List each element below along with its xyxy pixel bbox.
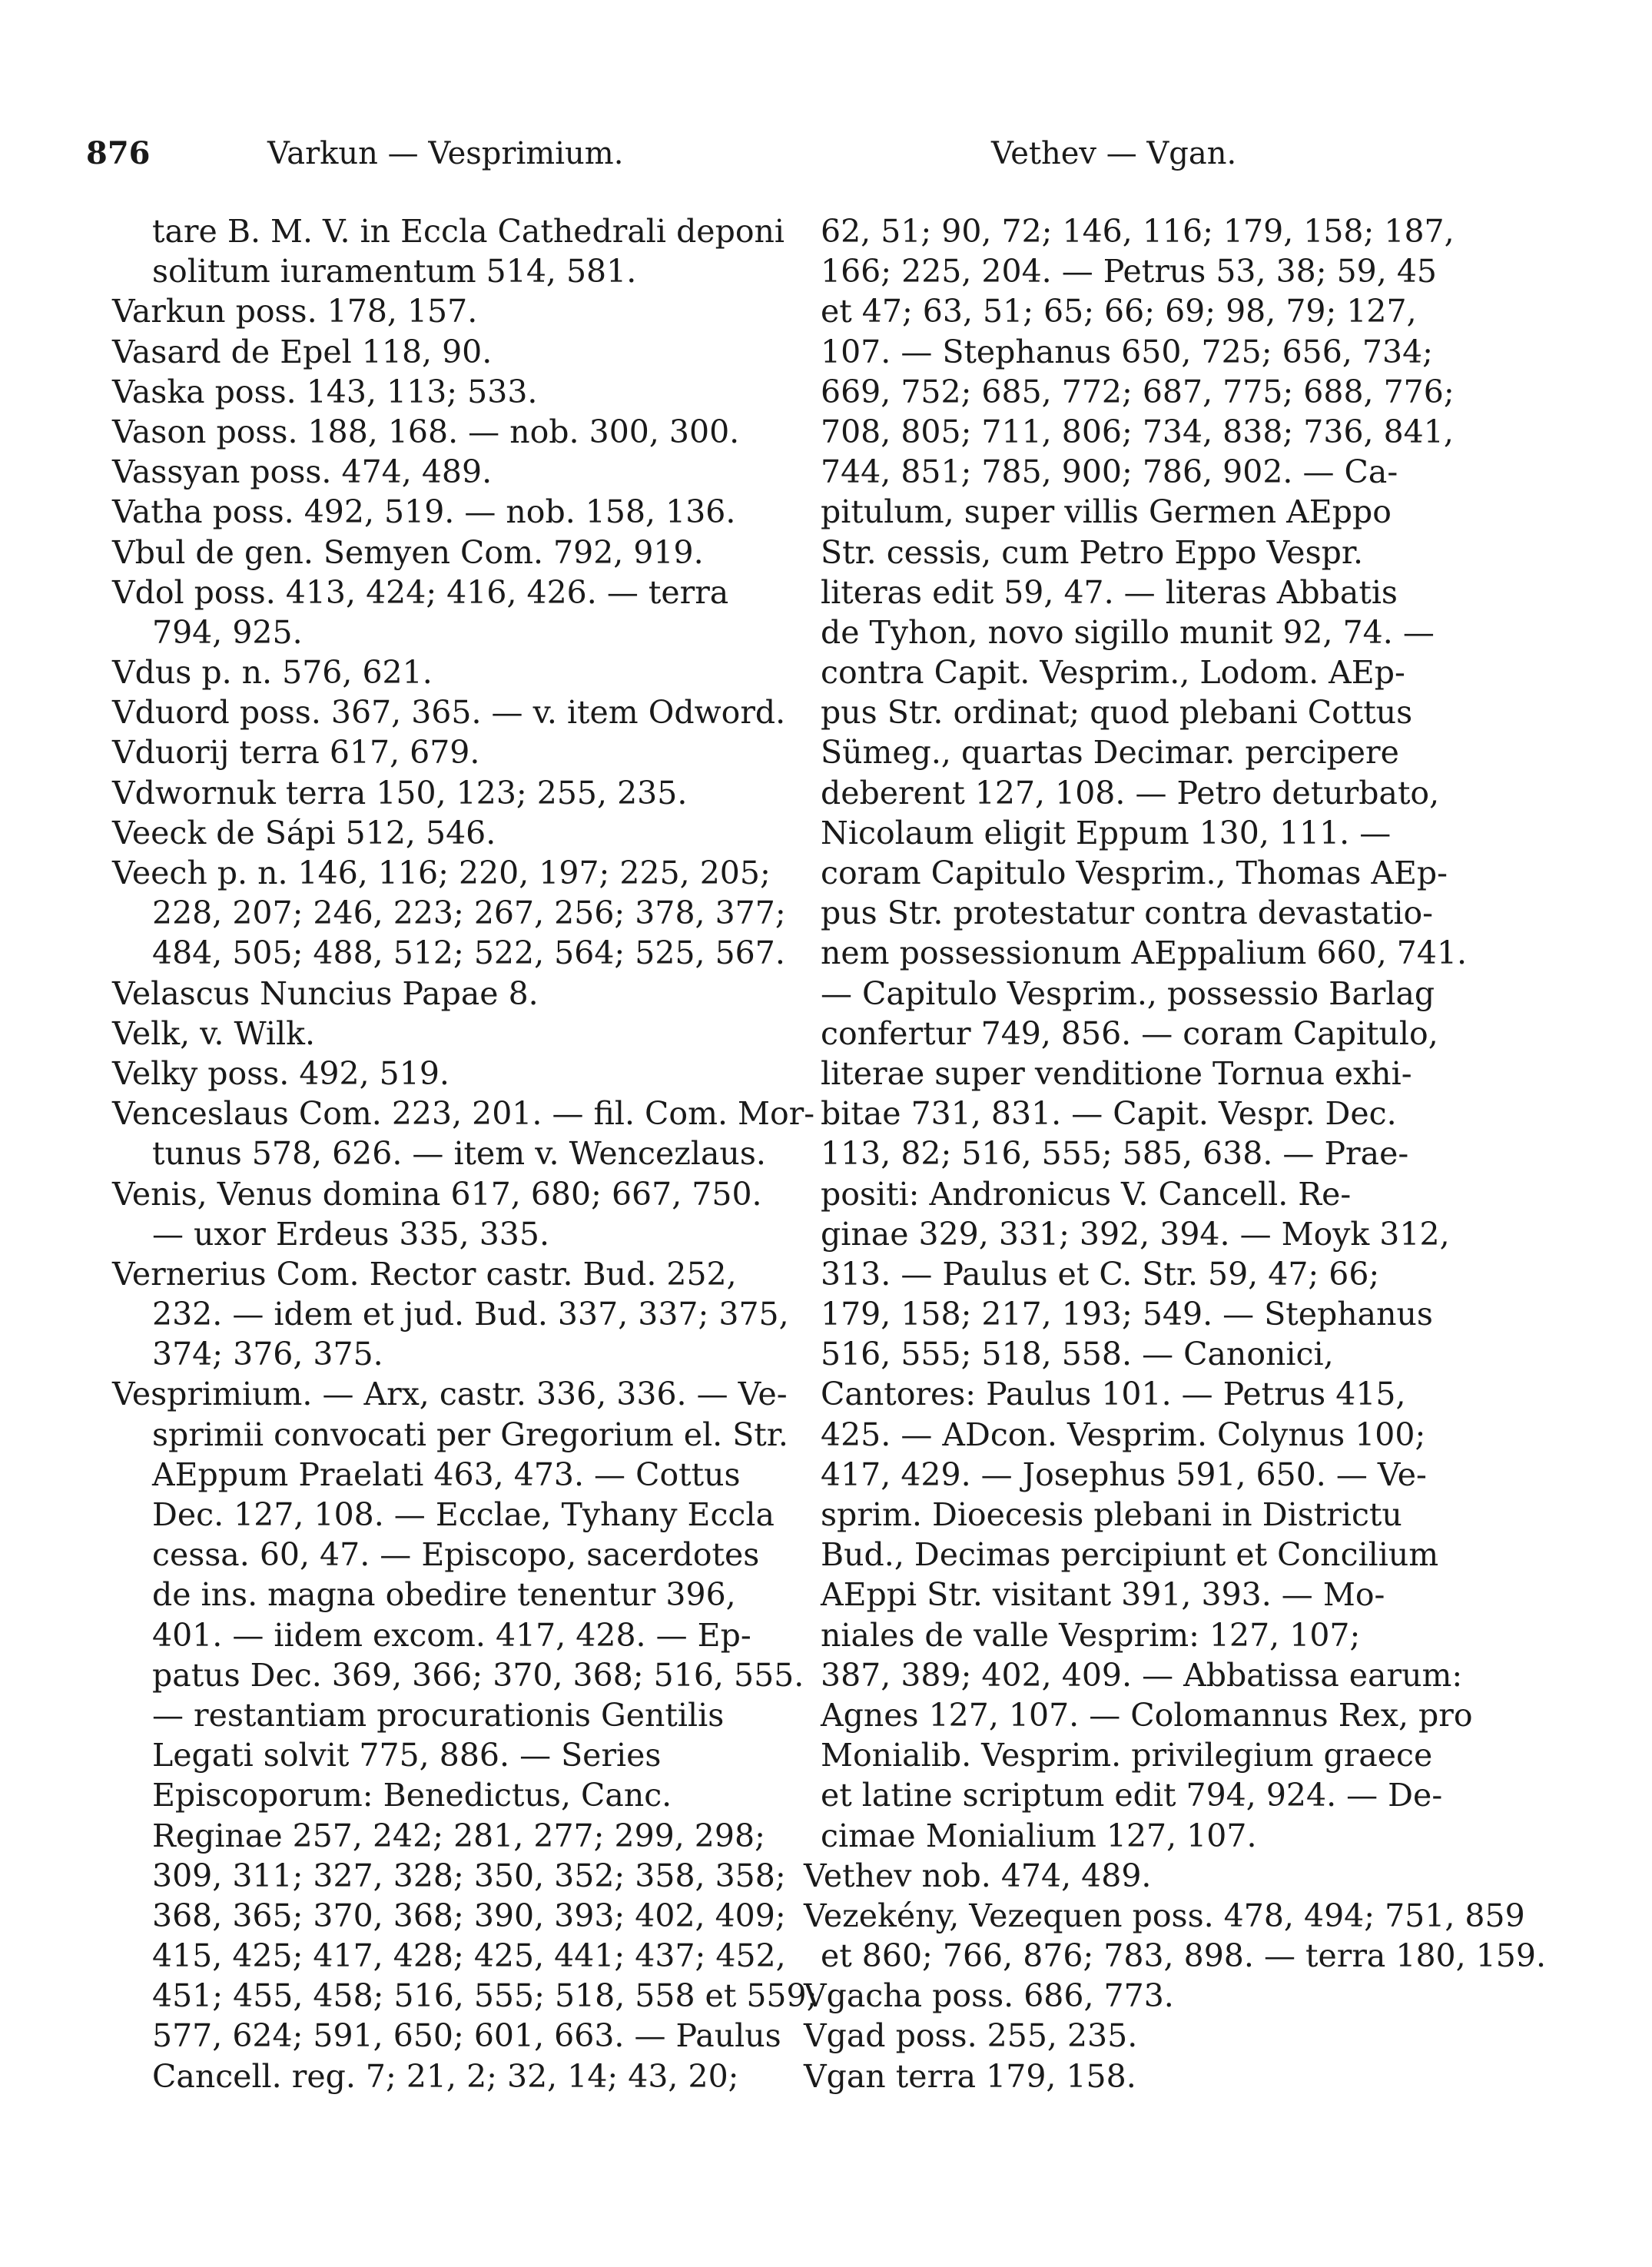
index-line: Vernerius Com. Rector castr. Bud. 252, bbox=[112, 1255, 737, 1293]
index-line: 313. — Paulus et C. Str. 59, 47; 66; bbox=[821, 1255, 1380, 1293]
index-line: coram Capitulo Vesprim., Thomas AEp- bbox=[821, 855, 1448, 891]
index-line: 708, 805; 711, 806; 734, 838; 736, 841, bbox=[821, 413, 1454, 450]
index-line: Cancell. reg. 7; 21, 2; 32, 14; 43, 20; bbox=[152, 2057, 739, 2095]
index-line: Vezekény, Vezequen poss. 478, 494; 751, 859 bbox=[804, 1897, 1525, 1934]
index-line: literae super venditione Tornua exhi- bbox=[821, 1054, 1412, 1092]
index-line: Velky poss. 492, 519. bbox=[112, 1054, 449, 1092]
page-number: 876 bbox=[86, 135, 151, 171]
index-line: Reginae 257, 242; 281, 277; 299, 298; bbox=[152, 1817, 765, 1854]
index-line: tare B. M. V. in Eccla Cathedrali deponi bbox=[152, 213, 785, 250]
index-line: Vesprimium. — Arx, castr. 336, 336. — Ve- bbox=[112, 1376, 788, 1413]
index-line: Vdwornuk terra 150, 123; 255, 235. bbox=[112, 774, 688, 812]
index-line: patus Dec. 369, 366; 370, 368; 516, 555. bbox=[152, 1656, 804, 1694]
index-line: Vgacha poss. 686, 773. bbox=[804, 1977, 1174, 2015]
index-line: Nicolaum eligit Eppum 130, 111. — bbox=[821, 814, 1392, 851]
index-line: nem possessionum AEppalium 660, 741. bbox=[821, 934, 1468, 972]
index-line: Vbul de gen. Semyen Com. 792, 919. bbox=[112, 533, 704, 571]
index-line: Vduord poss. 367, 365. — v. item Odword. bbox=[112, 694, 786, 732]
index-line: 516, 555; 518, 558. — Canonici, bbox=[821, 1336, 1334, 1373]
index-line: 744, 851; 785, 900; 786, 902. — Ca- bbox=[821, 453, 1398, 491]
index-line: AEppum Praelati 463, 473. — Cottus bbox=[152, 1455, 741, 1493]
index-line: pus Str. protestatur contra devastatio- bbox=[821, 895, 1433, 932]
index-line: confertur 749, 856. — coram Capitulo, bbox=[821, 1014, 1438, 1052]
index-line: literas edit 59, 47. — literas Abbatis bbox=[821, 573, 1398, 611]
index-line: 669, 752; 685, 772; 687, 775; 688, 776; bbox=[821, 373, 1455, 410]
index-line: 62, 51; 90, 72; 146, 116; 179, 158; 187, bbox=[821, 213, 1455, 250]
index-line: contra Capit. Vesprim., Lodom. AEp- bbox=[821, 654, 1405, 692]
index-line: 374; 376, 375. bbox=[152, 1336, 383, 1373]
index-line: Vgan terra 179, 158. bbox=[804, 2057, 1136, 2095]
index-line: Legati solvit 775, 886. — Series bbox=[152, 1737, 662, 1774]
index-line: pus Str. ordinat; quod plebani Cottus bbox=[821, 694, 1413, 732]
index-line: cessa. 60, 47. — Episcopo, sacerdotes bbox=[152, 1536, 760, 1574]
index-line: 107. — Stephanus 650, 725; 656, 734; bbox=[821, 333, 1433, 370]
left-running-title: Varkun — Vesprimium. bbox=[267, 136, 624, 171]
index-line: cimae Monialium 127, 107. bbox=[821, 1817, 1257, 1854]
index-line: 484, 505; 488, 512; 522, 564; 525, 567. bbox=[152, 934, 785, 972]
index-line: Bud., Decimas percipiunt et Concilium bbox=[821, 1536, 1439, 1574]
index-line: Velk, v. Wilk. bbox=[112, 1014, 316, 1052]
index-line: Varkun poss. 178, 157. bbox=[112, 293, 478, 330]
index-line: Vduorij terra 617, 679. bbox=[112, 734, 480, 772]
index-line: Vason poss. 188, 168. — nob. 300, 300. bbox=[112, 413, 740, 450]
index-line: 417, 429. — Josephus 591, 650. — Ve- bbox=[821, 1455, 1427, 1493]
index-line: 425. — ADcon. Vesprim. Colynus 100; bbox=[821, 1416, 1426, 1453]
index-line: 387, 389; 402, 409. — Abbatissa earum: bbox=[821, 1656, 1463, 1694]
index-line: Veech p. n. 146, 116; 220, 197; 225, 205; bbox=[112, 855, 771, 891]
index-line: positi: Andronicus V. Cancell. Re- bbox=[821, 1175, 1352, 1213]
index-line: Vdus p. n. 576, 621. bbox=[112, 654, 433, 692]
index-line: et 47; 63, 51; 65; 66; 69; 98, 79; 127, bbox=[821, 293, 1417, 330]
index-line: Vaska poss. 143, 113; 533. bbox=[112, 373, 538, 410]
index-line: Vatha poss. 492, 519. — nob. 158, 136. bbox=[112, 493, 736, 531]
index-line: 113, 82; 516, 555; 585, 638. — Prae- bbox=[821, 1135, 1409, 1173]
page-header bbox=[0, 131, 1652, 177]
index-line: 232. — idem et jud. Bud. 337, 337; 375, bbox=[152, 1296, 789, 1333]
index-line: 179, 158; 217, 193; 549. — Stephanus bbox=[821, 1296, 1433, 1333]
index-line: 794, 925. bbox=[152, 613, 303, 651]
index-line: Venceslaus Com. 223, 201. — fil. Com. Mor- bbox=[112, 1095, 815, 1133]
index-line: de Tyhon, novo sigillo munit 92, 74. — bbox=[821, 613, 1435, 651]
index-line: Vassyan poss. 474, 489. bbox=[112, 453, 493, 491]
right-running-title: Vethev — Vgan. bbox=[991, 136, 1237, 171]
index-line: Venis, Venus domina 617, 680; 667, 750. bbox=[112, 1175, 762, 1213]
index-line: solitum iuramentum 514, 581. bbox=[152, 253, 637, 290]
index-line: 166; 225, 204. — Petrus 53, 38; 59, 45 bbox=[821, 253, 1438, 290]
index-line: Episcoporum: Benedictus, Canc. bbox=[152, 1777, 672, 1814]
index-line: Sümeg., quartas Decimar. percipere bbox=[821, 734, 1399, 772]
index-line: — uxor Erdeus 335, 335. bbox=[152, 1215, 550, 1253]
right-column bbox=[804, 211, 1547, 2096]
left-column bbox=[112, 211, 818, 2096]
index-line: niales de valle Vesprim: 127, 107; bbox=[821, 1616, 1361, 1654]
index-line: Vgad poss. 255, 235. bbox=[804, 2017, 1138, 2055]
index-line: AEppi Str. visitant 391, 393. — Mo- bbox=[821, 1576, 1385, 1614]
index-line: 401. — iidem excom. 417, 428. — Ep- bbox=[152, 1616, 751, 1654]
index-line: Veeck de Sápi 512, 546. bbox=[112, 814, 496, 851]
index-line: tunus 578, 626. — item v. Wencezlaus. bbox=[152, 1135, 766, 1173]
index-line: sprimii convocati per Gregorium el. Str. bbox=[152, 1416, 788, 1453]
index-line: Monialib. Vesprim. privilegium graece bbox=[821, 1737, 1433, 1774]
index-line: — restantiam procurationis Gentilis bbox=[152, 1696, 725, 1734]
index-line: deberent 127, 108. — Petro deturbato, bbox=[821, 774, 1440, 812]
index-line: 309, 311; 327, 328; 350, 352; 358, 358; bbox=[152, 1857, 786, 1894]
index-line: 577, 624; 591, 650; 601, 663. — Paulus bbox=[152, 2017, 781, 2055]
index-line: 368, 365; 370, 368; 390, 393; 402, 409; bbox=[152, 1897, 786, 1934]
index-line: pitulum, super villis Germen AEppo bbox=[821, 493, 1392, 531]
index-line: Dec. 127, 108. — Ecclae, Tyhany Eccla bbox=[152, 1496, 775, 1533]
index-line: — Capitulo Vesprim., possessio Barlag bbox=[821, 974, 1435, 1012]
index-line: de ins. magna obedire tenentur 396, bbox=[152, 1576, 736, 1614]
index-line: Velascus Nuncius Papae 8. bbox=[112, 974, 539, 1012]
index-line: 228, 207; 246, 223; 267, 256; 378, 377; bbox=[152, 895, 786, 932]
index-line: ginae 329, 331; 392, 394. — Moyk 312, bbox=[821, 1215, 1450, 1253]
index-line: Str. cessis, cum Petro Eppo Vespr. bbox=[821, 533, 1363, 571]
index-line: bitae 731, 831. — Capit. Vespr. Dec. bbox=[821, 1095, 1397, 1133]
index-line: 451; 455, 458; 516, 555; 518, 558 et 559; bbox=[152, 1977, 818, 2015]
index-line: Cantores: Paulus 101. — Petrus 415, bbox=[821, 1376, 1406, 1413]
index-line: Vasard de Epel 118, 90. bbox=[112, 333, 493, 370]
index-line: Vdol poss. 413, 424; 416, 426. — terra bbox=[112, 573, 729, 611]
index-line: et latine scriptum edit 794, 924. — De- bbox=[821, 1777, 1443, 1814]
index-line: Vethev nob. 474, 489. bbox=[804, 1857, 1152, 1894]
index-line: 415, 425; 417, 428; 425, 441; 437; 452, bbox=[152, 1937, 786, 1975]
index-line: sprim. Dioecesis plebani in Districtu bbox=[821, 1496, 1402, 1533]
index-line: et 860; 766, 876; 783, 898. — terra 180, 159. bbox=[821, 1937, 1547, 1975]
index-line: Agnes 127, 107. — Colomannus Rex, pro bbox=[821, 1696, 1473, 1734]
